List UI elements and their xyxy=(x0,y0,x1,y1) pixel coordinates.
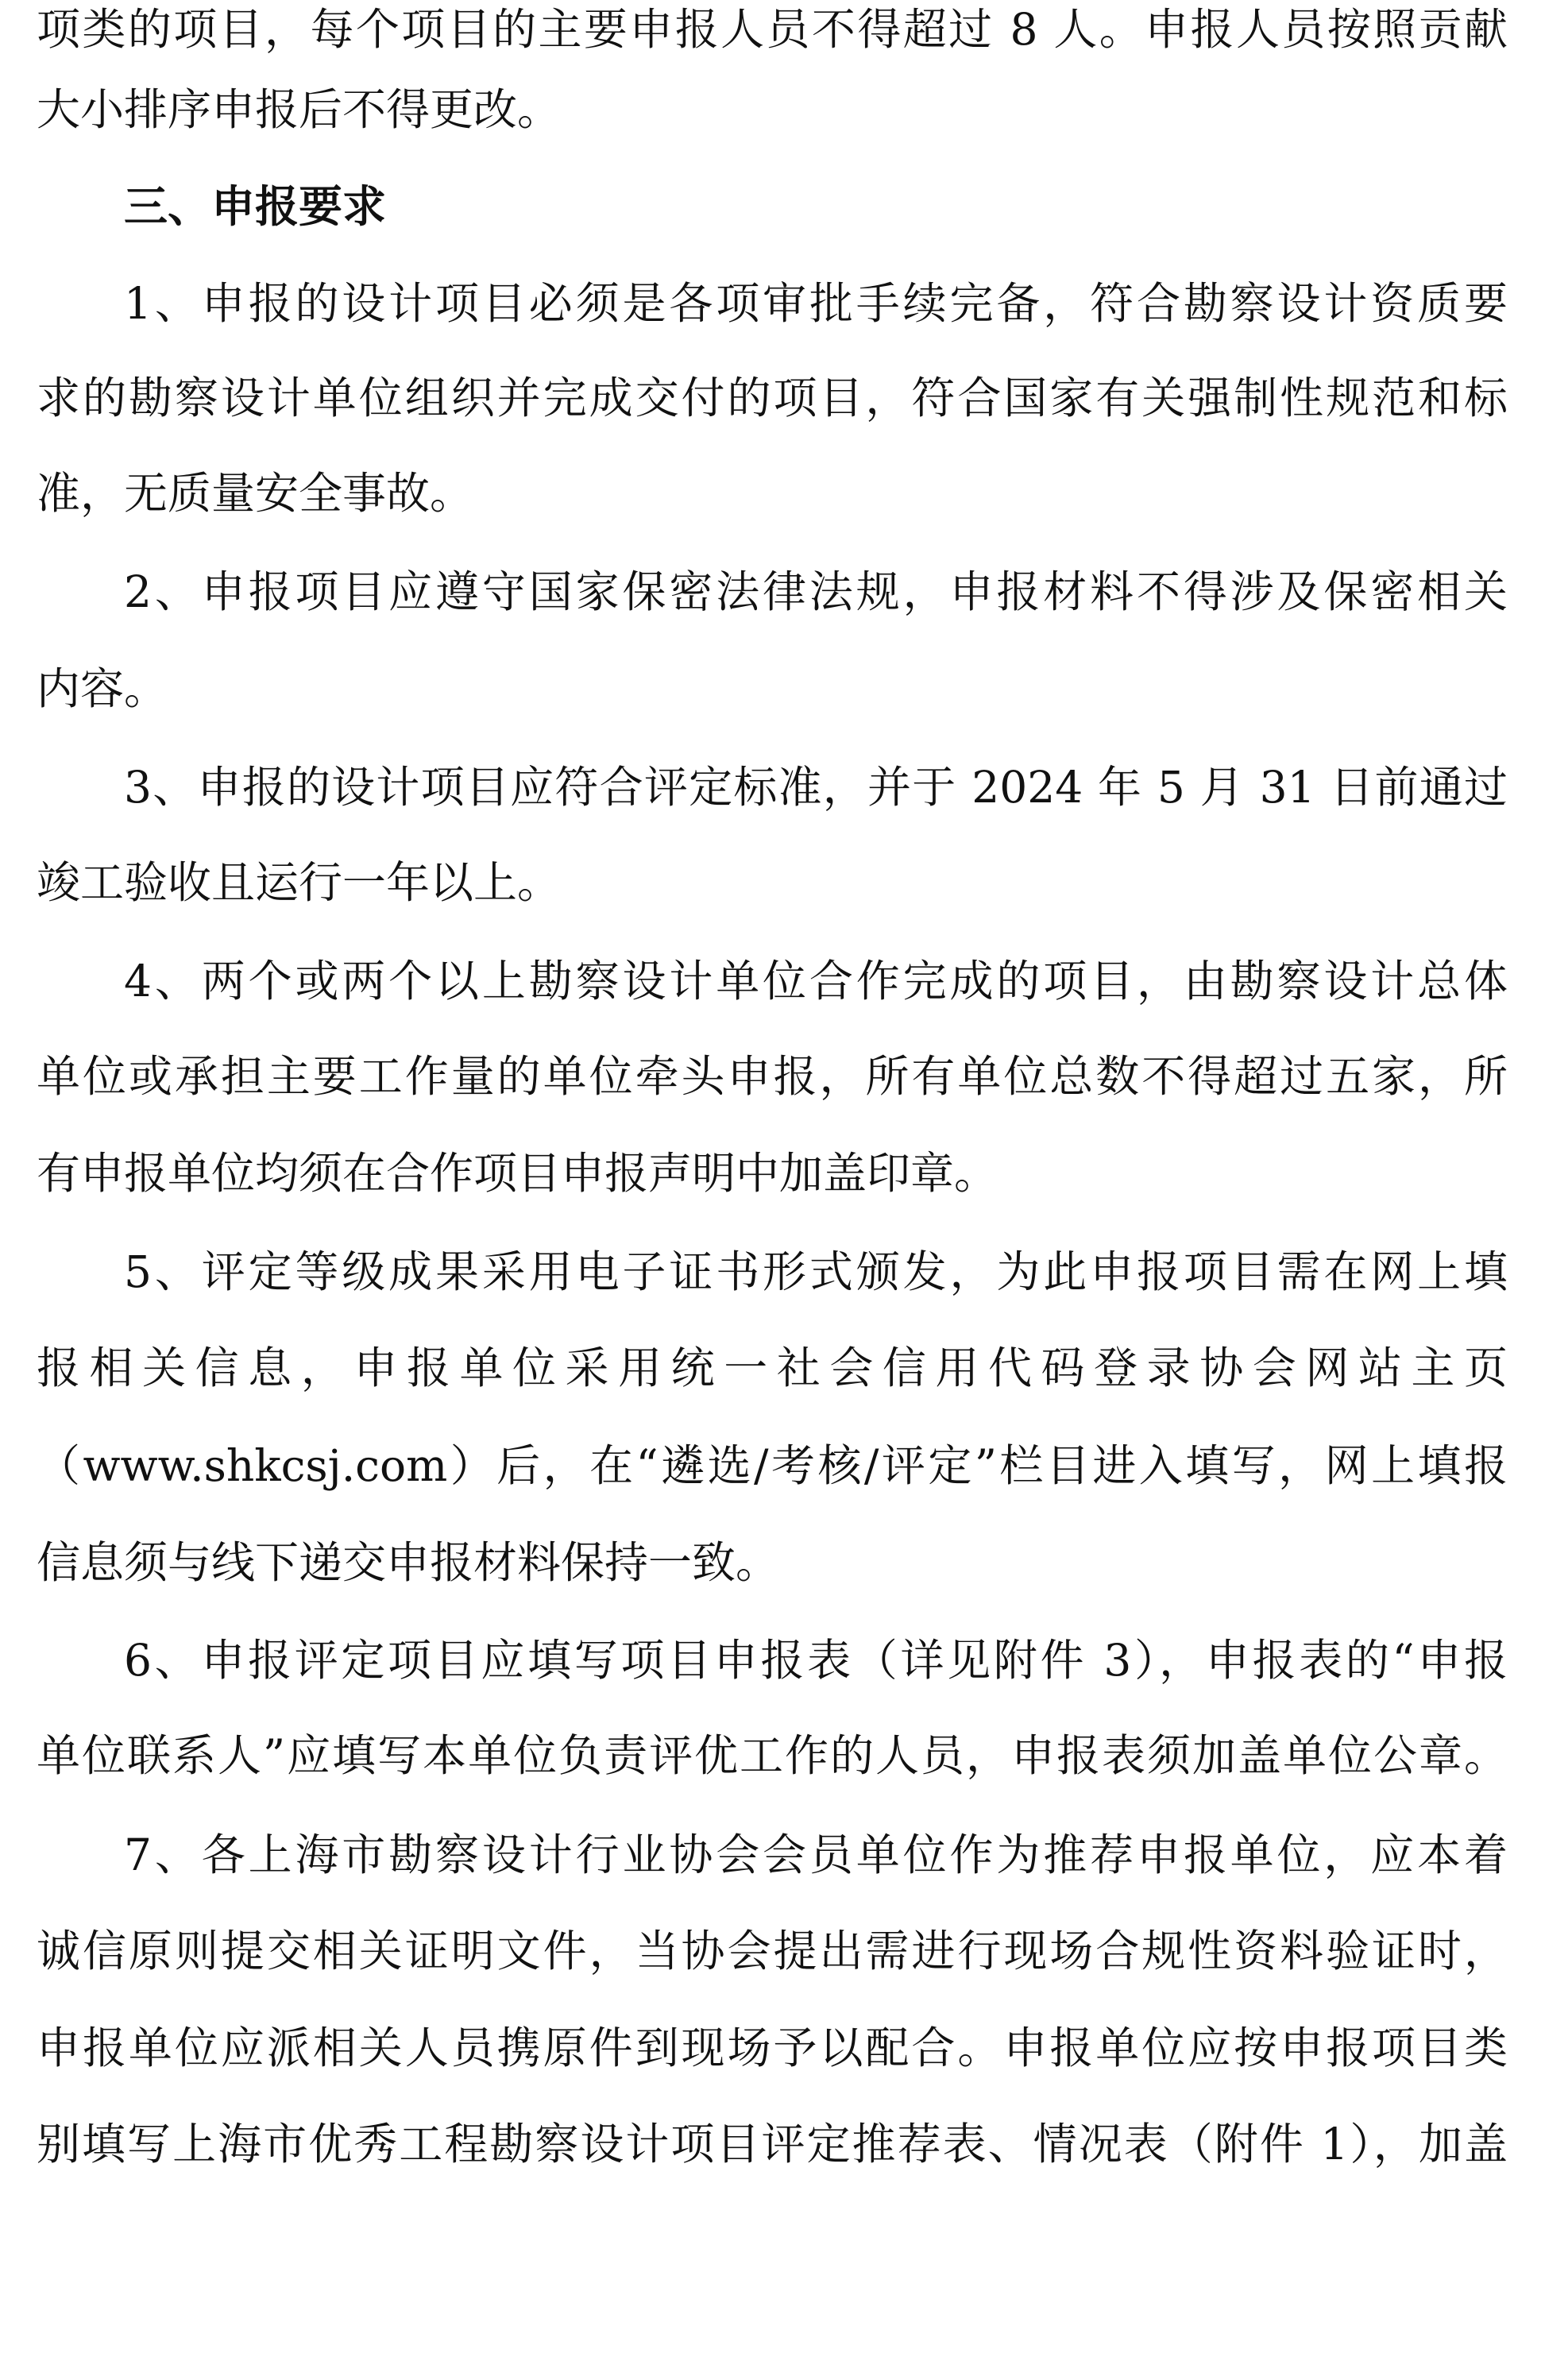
paragraph-line: 诚信原则提交相关证明文件，当协会提出需进行现场合规性资料验证时， xyxy=(37,1926,1508,1976)
paragraph-line: 求的勘察设计单位组织并完成交付的项目，符合国家有关强制性规范和标 xyxy=(37,373,1508,423)
paragraph-line: 7、各上海市勘察设计行业协会会员单位作为推荐申报单位，应本着 xyxy=(124,1829,1508,1880)
paragraph-line: （www.shkcsj.com）后，在“遴选/考核/评定”栏目进入填写，网上填报 xyxy=(37,1440,1508,1491)
paragraph-line: 单位联系人”应填写本单位负责评优工作的人员，申报表须加盖单位公章。 xyxy=(37,1730,1508,1781)
document-page xyxy=(37,0,1508,2380)
paragraph-line: 准，无质量安全事故。 xyxy=(37,468,474,519)
paragraph-line: 有申报单位均须在合作项目申报声明中加盖印章。 xyxy=(37,1148,998,1199)
paragraph-line: 5、评定等级成果采用电子证书形式颁发，为此申报项目需在网上填 xyxy=(124,1246,1508,1297)
paragraph-line: 6、申报评定项目应填写项目申报表（详见附件 3），申报表的“申报 xyxy=(124,1635,1508,1686)
paragraph-line: 报相关信息，申报单位采用统一社会信用代码登录协会网站主页 xyxy=(37,1343,1508,1393)
paragraph-line: 内容。 xyxy=(37,663,168,714)
paragraph-line: 1、申报的设计项目必须是各项审批手续完备，符合勘察设计资质要 xyxy=(124,278,1508,329)
paragraph-line: 2、申报项目应遵守国家保密法律法规，申报材料不得涉及保密相关 xyxy=(124,566,1508,617)
paragraph-line: 项类的项目，每个项目的主要申报人员不得超过 8 人。申报人员按照贡献 xyxy=(37,4,1508,55)
paragraph-line: 申报单位应派相关人员携原件到现场予以配合。申报单位应按申报项目类 xyxy=(37,2023,1508,2073)
paragraph-line: 别填写上海市优秀工程勘察设计项目评定推荐表、情况表（附件 1），加盖 xyxy=(37,2119,1508,2169)
section-heading: 三、申报要求 xyxy=(124,181,387,232)
paragraph-line: 4、两个或两个以上勘察设计单位合作完成的项目，由勘察设计总体 xyxy=(124,956,1508,1006)
paragraph-line: 大小排序申报后不得更改。 xyxy=(37,84,562,135)
paragraph-line: 信息须与线下递交申报材料保持一致。 xyxy=(37,1537,780,1588)
paragraph-line: 3、申报的设计项目应符合评定标准，并于 2024 年 5 月 31 日前通过 xyxy=(124,762,1508,813)
paragraph-line: 单位或承担主要工作量的单位牵头申报，所有单位总数不得超过五家，所 xyxy=(37,1051,1508,1102)
paragraph-line: 竣工验收且运行一年以上。 xyxy=(37,857,562,908)
